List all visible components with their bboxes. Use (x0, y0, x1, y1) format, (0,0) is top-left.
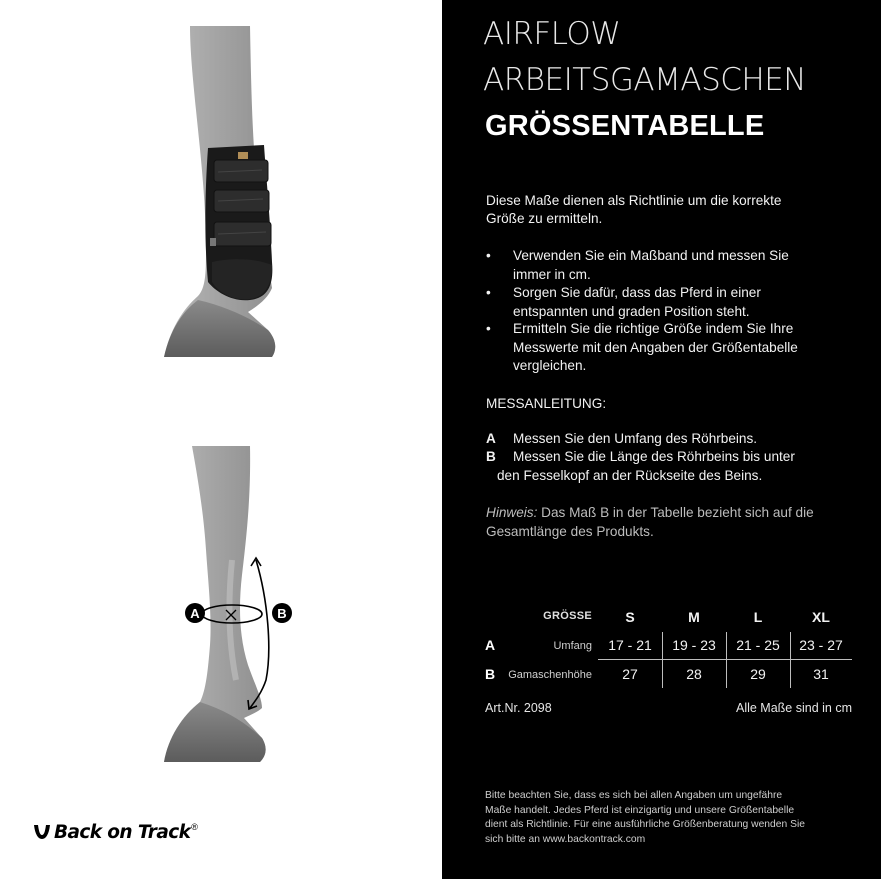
table-cell: 19 - 23 (672, 637, 716, 653)
intro-line-1: Diese Maße dienen als Richtlinie um die korrekte (486, 193, 782, 208)
bullet-item (486, 320, 836, 376)
disclaimer-line: dient als Richtlinie. Für eine ausführliche Größenberatung wenden Sie (485, 819, 805, 830)
note-line-1 (486, 504, 846, 523)
brand-logo (32, 822, 198, 848)
table-cell: 27 (622, 666, 638, 682)
logo-wordmark: Back on Track (54, 822, 191, 843)
boot-logo-tag (238, 152, 248, 159)
note-label: Hinweis: (486, 505, 538, 520)
size-col-m: M (688, 609, 700, 625)
marker-a-label: A (190, 606, 200, 621)
table-row-label-a: Umfang (553, 640, 592, 652)
logo-horseshoe-icon (32, 822, 52, 842)
measuring-title: MESSANLEITUNG: (486, 396, 607, 411)
table-row-letter-a: A (485, 637, 496, 653)
table-col-divider (662, 632, 663, 688)
disclaimer-line: sich bitte an www.backontrack.com (485, 833, 646, 845)
boot-side-tag (210, 238, 216, 246)
table-col-divider (790, 632, 791, 688)
upper-hoof-shape (164, 300, 275, 357)
disclaimer-line: Bitte beachten Sie, dass es sich bei allen Angaben um ungefähre (485, 790, 783, 801)
leg-illustrations (0, 0, 442, 879)
measuring-text-b-cont: den Fesselkopf an der Rückseite des Beins. (497, 467, 763, 483)
units-note: Alle Maße sind in cm (735, 701, 852, 715)
bullet-line: Messwerte mit den Angaben der Größentabelle (513, 339, 798, 355)
bullet-line: entspannten und graden Position steht. (513, 303, 750, 319)
table-cell: 29 (750, 666, 766, 682)
page-title: GRÖSSENTABELLE (485, 110, 765, 142)
note-line-2: Gesamtlänge des Produkts. (486, 523, 654, 539)
table-header-label: GRÖSSE (543, 610, 592, 622)
table-cell: 17 - 21 (608, 637, 652, 653)
table-row-divider (598, 659, 852, 660)
marker-b-label: B (277, 606, 287, 621)
measuring-letter-b: B (486, 449, 496, 464)
bullet-line: Ermitteln Sie die richtige Größe indem Sie Ihre (513, 321, 794, 336)
article-number: Art.Nr. 2098 (485, 701, 552, 715)
bullet-item (486, 284, 836, 322)
bullet-dot: • (486, 321, 491, 336)
table-col-divider (726, 632, 727, 688)
table-cell: 28 (686, 666, 702, 682)
leg-with-boot-figure (164, 26, 275, 357)
bullet-item (486, 247, 836, 285)
note (486, 504, 846, 541)
note-text-1: Das Maß B in der Tabelle bezieht sich auf die (541, 505, 814, 520)
table-row-letter-b: B (485, 666, 496, 682)
table-row-label-b: Gamaschenhöhe (508, 669, 592, 681)
disclaimer (485, 789, 865, 847)
table-cell: 23 - 27 (799, 637, 843, 653)
bullet-line: Sorgen Sie dafür, dass das Pferd in einer (513, 285, 761, 300)
title-line-2: ARBEITSGAMASCHEN (483, 62, 806, 98)
bullet-line: vergleichen. (513, 358, 587, 373)
bullet-dot: • (486, 285, 491, 300)
intro-line-2: Größe zu ermitteln. (486, 211, 603, 226)
bullet-dot: • (486, 248, 491, 263)
logo-registered-mark: ® (191, 822, 198, 832)
size-col-l: L (753, 609, 763, 625)
boot-graphic (205, 145, 272, 300)
title-line-1: AIRFLOW (483, 16, 621, 52)
bullet-line: Verwenden Sie ein Maßband und messen Sie (513, 248, 789, 263)
table-cell: 31 (813, 666, 829, 682)
measuring-text-b: Messen Sie die Länge des Röhrbeins bis unter (513, 449, 795, 464)
size-col-xl: XL (812, 609, 830, 625)
measuring-letter-a: A (486, 431, 496, 446)
measuring-text-a: Messen Sie den Umfang des Röhrbeins. (513, 431, 758, 446)
measurement-leg-figure (164, 446, 292, 762)
illustration-panel (0, 0, 442, 879)
disclaimer-line: Maße handelt. Jedes Pferd ist einzigartig und unsere Größentabelle (485, 804, 795, 816)
bullet-line: immer in cm. (513, 266, 591, 282)
size-col-s: S (625, 609, 635, 625)
table-cell: 21 - 25 (736, 637, 780, 653)
